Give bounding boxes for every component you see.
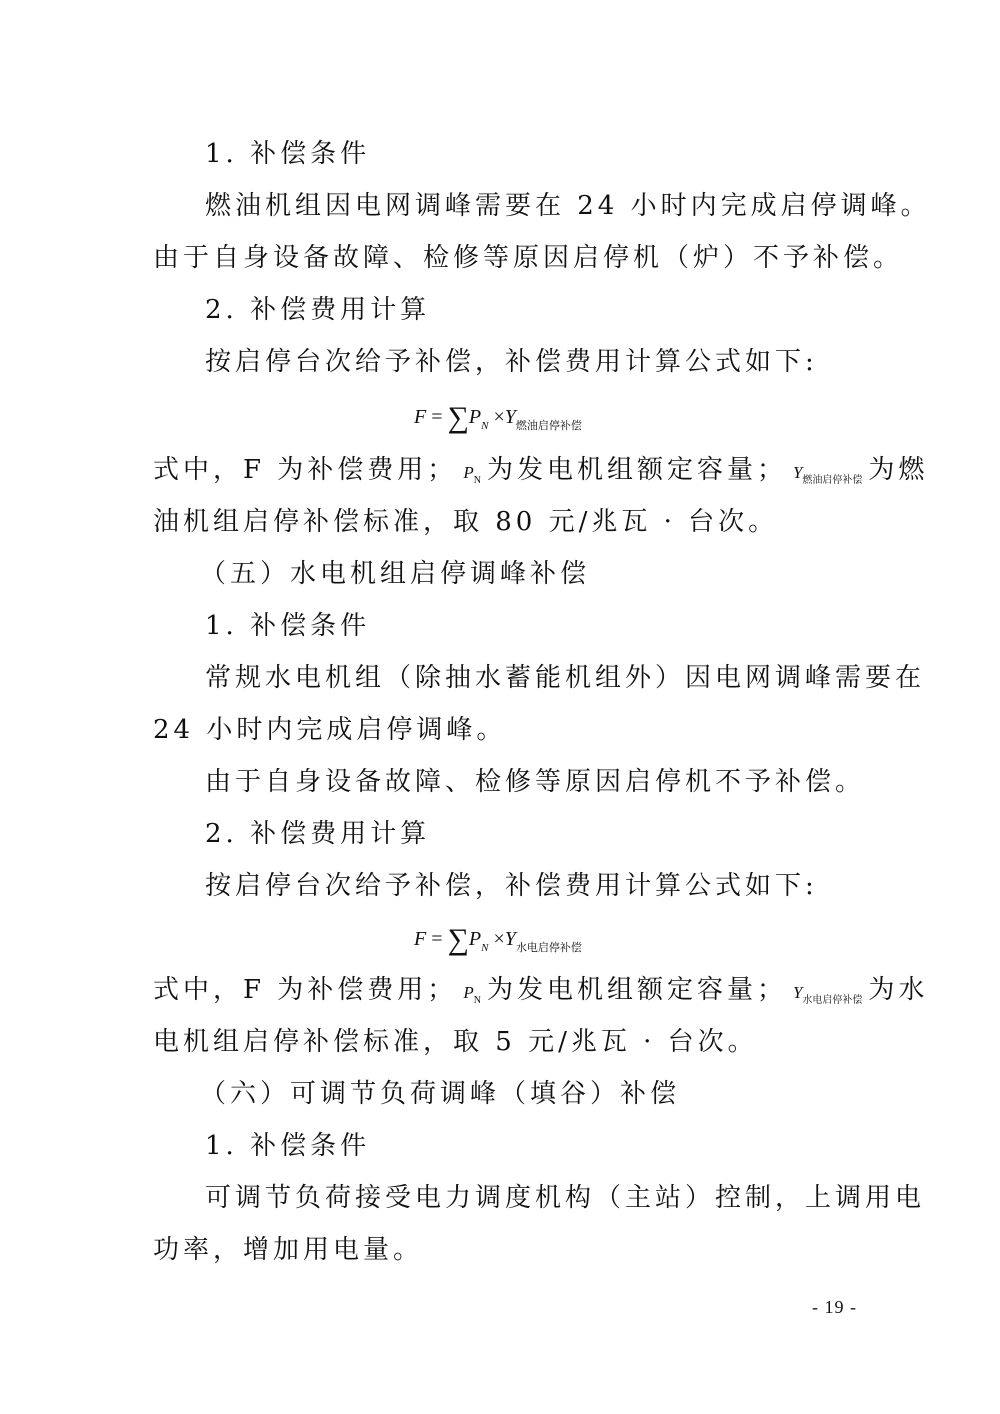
formula-hydro-unit xyxy=(414,924,582,963)
formula-eq: = xyxy=(426,928,448,950)
paragraph-text: 由于自身设备故障、检修等原因启停机不予补偿。 xyxy=(205,767,866,797)
paragraph-text: 常规水电机组（除抽水蓄能机组外）因电网调峰需要在 xyxy=(205,663,926,693)
symbol-y-subscript: 水电启停补偿 xyxy=(802,995,863,1006)
paragraph-definitions xyxy=(153,970,928,1021)
formula-y: Y xyxy=(504,928,516,950)
definition-f: 式中，F 为补偿费用； xyxy=(153,975,458,1005)
symbol-p: P xyxy=(463,463,474,482)
formula-oil-unit xyxy=(414,402,582,441)
heading-compensation-conditions: 1. 补偿条件 xyxy=(205,611,371,641)
definition-y: 为燃 xyxy=(868,455,929,485)
paragraph-definitions xyxy=(153,450,928,501)
paragraph-text: 油机组启停补偿标准，取 80 元/兆瓦 · 台次。 xyxy=(153,507,779,537)
formula-p: P xyxy=(468,928,482,950)
symbol-y-subscript: 燃油启停补偿 xyxy=(802,475,863,486)
symbol-p-subscript: N xyxy=(473,475,481,486)
paragraph-text: 燃油机组因电网调峰需要在 24 小时内完成启停调峰。 xyxy=(205,191,931,221)
definition-pn: 为发电机组额定容量； xyxy=(486,455,787,485)
formula-y: Y xyxy=(504,406,516,428)
symbol-p: P xyxy=(463,983,474,1002)
page-number: - 19 - xyxy=(812,1297,857,1317)
definition-pn: 为发电机组额定容量； xyxy=(486,975,787,1005)
definition-f: 式中，F 为补偿费用； xyxy=(153,455,458,485)
formula-lhs: F xyxy=(414,406,427,428)
formula-y-subscript: 水电启停补偿 xyxy=(515,942,582,954)
heading-fee-calculation: 2. 补偿费用计算 xyxy=(205,819,431,849)
symbol-y-oil xyxy=(792,463,863,486)
formula-lhs: F xyxy=(414,928,427,950)
symbol-y: Y xyxy=(792,463,803,482)
paragraph-text: 24 小时内完成启停调峰。 xyxy=(153,715,507,745)
formula-times: × xyxy=(488,406,505,428)
symbol-pn xyxy=(463,463,481,486)
sum-symbol: ∑ xyxy=(447,923,469,956)
heading-fee-calculation: 2. 补偿费用计算 xyxy=(205,295,431,325)
heading-compensation-conditions: 1. 补偿条件 xyxy=(205,1131,371,1161)
section-heading-hydro: （五）水电机组启停调峰补偿 xyxy=(200,559,591,589)
paragraph-text: 按启停台次给予补偿，补偿费用计算公式如下: xyxy=(205,871,818,901)
formula-p-subscript: N xyxy=(481,420,489,432)
formula-p-subscript: N xyxy=(481,942,489,954)
section-heading-adjustable-load: （六）可调节负荷调峰（填谷）补偿 xyxy=(200,1079,681,1109)
sum-symbol: ∑ xyxy=(447,401,469,434)
formula-p: P xyxy=(468,406,482,428)
formula-eq: = xyxy=(426,406,448,428)
paragraph-text: 功率，增加用电量。 xyxy=(153,1235,424,1265)
symbol-p-subscript: N xyxy=(473,995,481,1006)
heading-compensation-conditions: 1. 补偿条件 xyxy=(205,139,371,169)
symbol-pn xyxy=(463,983,481,1006)
formula-times: × xyxy=(488,928,505,950)
paragraph-text: 可调节负荷接受电力调度机构（主站）控制，上调用电 xyxy=(205,1183,926,1213)
paragraph-text: 按启停台次给予补偿，补偿费用计算公式如下: xyxy=(205,347,818,377)
symbol-y: Y xyxy=(792,983,803,1002)
paragraph-text: 电机组启停补偿标准，取 5 元/兆瓦 · 台次。 xyxy=(153,1027,758,1057)
paragraph-text: 由于自身设备故障、检修等原因启停机（炉）不予补偿。 xyxy=(153,243,904,273)
symbol-y-hydro xyxy=(792,983,863,1006)
definition-y: 为水 xyxy=(868,975,929,1005)
formula-y-subscript: 燃油启停补偿 xyxy=(515,420,582,432)
